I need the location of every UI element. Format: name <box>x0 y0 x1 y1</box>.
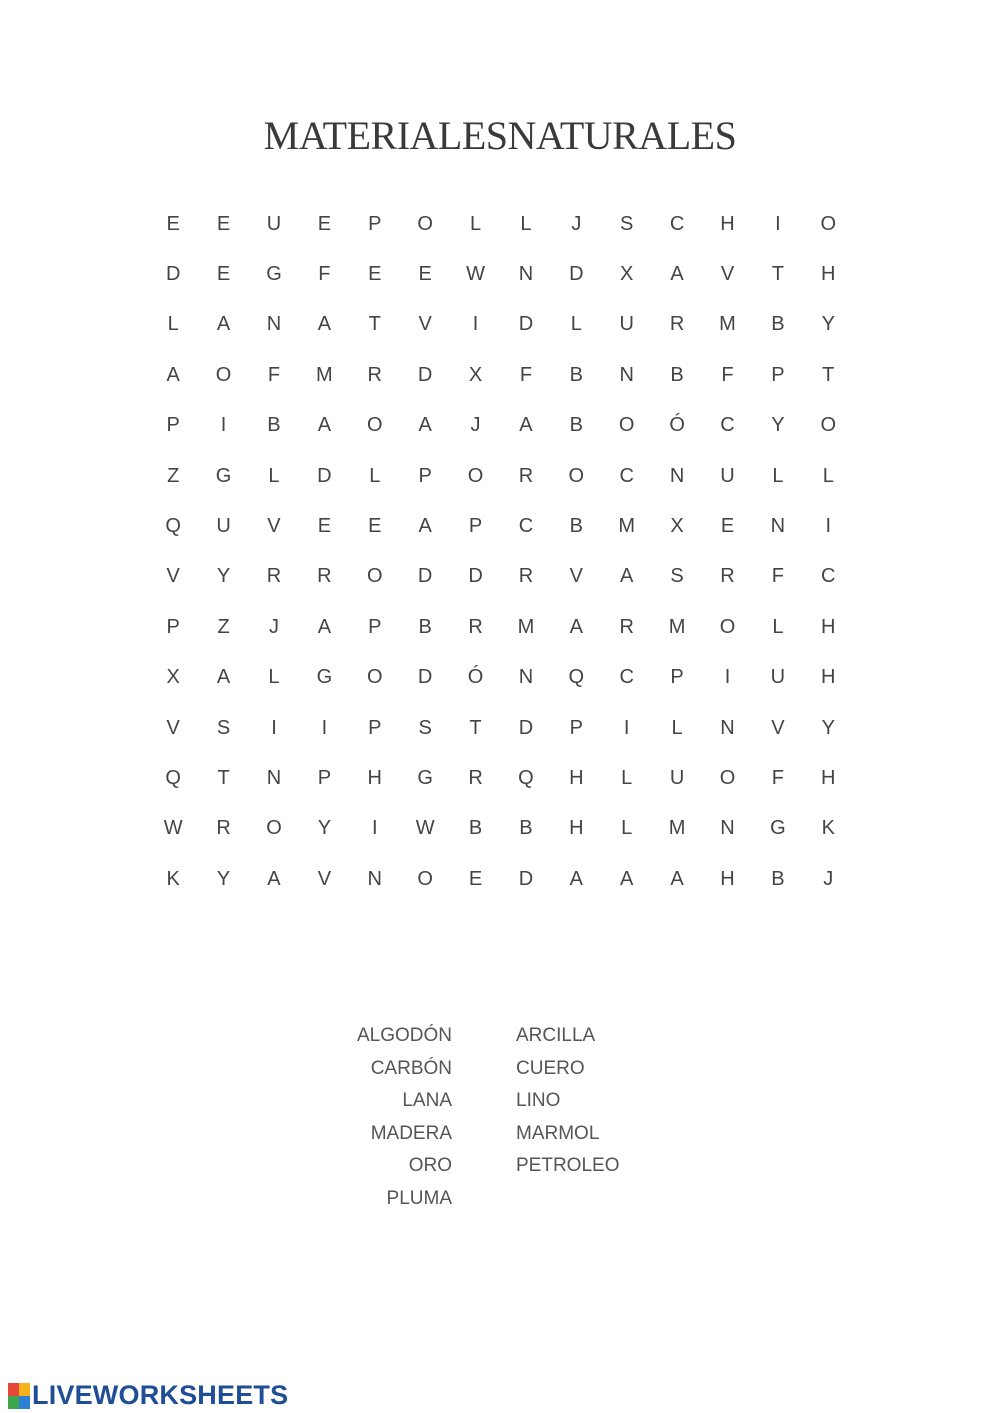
word-list-item: ORO <box>408 1155 452 1177</box>
liveworksheets-logo-icon <box>8 1383 30 1409</box>
grid-cell: A <box>569 615 583 638</box>
grid-cell: G <box>266 263 282 286</box>
grid-cell: U <box>619 313 634 336</box>
grid-cell: I <box>825 515 832 538</box>
grid-cell: F <box>771 565 784 588</box>
grid-cell: D <box>417 363 433 386</box>
grid-cell: G <box>215 464 232 487</box>
grid-cell: M <box>719 313 736 336</box>
grid-cell: B <box>771 867 785 890</box>
grid-cell: Y <box>317 817 332 840</box>
grid-cell: P <box>368 212 382 235</box>
grid-cell: L <box>520 212 532 235</box>
grid-cell: I <box>371 817 378 840</box>
word-list-left-column <box>300 1020 452 1216</box>
grid-cell: H <box>569 766 584 789</box>
grid-cell: V <box>569 565 583 588</box>
grid-cell: E <box>418 263 432 286</box>
logo-text: LIVEWORKSHEETS <box>32 1380 289 1410</box>
grid-cell: U <box>216 515 231 538</box>
grid-cell: D <box>417 666 433 689</box>
grid-cell: N <box>518 666 534 689</box>
grid-cell: P <box>569 716 583 739</box>
grid-cell: A <box>317 414 332 437</box>
grid-cell: R <box>720 565 735 588</box>
word-list-item: MADERA <box>370 1122 452 1144</box>
grid-cell: R <box>619 615 634 638</box>
grid-cell: V <box>771 716 785 739</box>
grid-cell: D <box>417 565 433 588</box>
liveworksheets-logo[interactable] <box>8 1380 288 1411</box>
grid-cell: F <box>771 766 784 789</box>
grid-cell: P <box>771 363 785 386</box>
grid-cell: I <box>472 313 479 336</box>
grid-cell: A <box>620 867 634 890</box>
grid-cell: D <box>518 313 534 336</box>
grid-cell: V <box>166 565 180 588</box>
grid-cell: O <box>215 363 232 386</box>
grid-cell: W <box>163 817 183 840</box>
word-list-item: LINO <box>516 1090 561 1112</box>
grid-cell: R <box>468 615 483 638</box>
grid-cell: A <box>216 313 231 336</box>
word-list-item: CARBÓN <box>370 1057 452 1079</box>
grid-cell: O <box>568 464 585 487</box>
grid-cell: U <box>770 666 786 689</box>
grid-cell: D <box>317 464 332 487</box>
word-list-item: LANA <box>402 1090 452 1112</box>
grid-cell: Q <box>518 766 534 789</box>
grid-cell: G <box>417 766 433 789</box>
grid-cell: N <box>669 464 685 487</box>
grid-cell: R <box>216 817 231 840</box>
grid-cell: Y <box>821 313 835 336</box>
grid-cell: D <box>518 867 534 890</box>
grid-cell: Ó <box>467 666 484 689</box>
grid-cell: C <box>821 565 836 588</box>
grid-cell: M <box>668 615 686 638</box>
grid-cell: O <box>719 766 736 789</box>
grid-cell: B <box>519 817 533 840</box>
grid-cell: H <box>720 212 735 235</box>
grid-cell: Y <box>771 414 785 437</box>
word-list-item: ARCILLA <box>516 1025 596 1046</box>
grid-cell: E <box>368 515 382 538</box>
grid-cell: L <box>621 766 633 789</box>
grid-cell: F <box>519 363 533 386</box>
grid-cell: J <box>470 414 481 437</box>
grid-cell: M <box>618 515 636 538</box>
grid-cell: V <box>418 313 432 336</box>
grid-cell: S <box>670 565 684 588</box>
word-list-item: CUERO <box>516 1057 585 1079</box>
grid-cell: J <box>268 615 279 638</box>
word-list-item: PLUMA <box>386 1187 452 1209</box>
grid-cell: R <box>518 464 534 487</box>
grid-cell: O <box>417 212 433 235</box>
grid-cell: A <box>317 615 332 638</box>
grid-cell: H <box>569 817 584 840</box>
grid-cell: H <box>821 263 836 286</box>
grid-cell: T <box>217 766 230 789</box>
grid-cell: P <box>368 615 382 638</box>
grid-cell: Y <box>821 716 835 739</box>
grid-cell: P <box>468 515 483 538</box>
grid-cell: A <box>216 666 231 689</box>
grid-cell: T <box>822 363 835 386</box>
grid-cell: N <box>720 817 735 840</box>
grid-cell: A <box>267 867 281 890</box>
grid-cell: I <box>623 716 630 739</box>
grid-cell: A <box>670 263 684 286</box>
grid-cell: L <box>268 666 280 689</box>
grid-cell: L <box>369 464 381 487</box>
grid-cell: A <box>166 363 180 386</box>
grid-cell: B <box>569 414 583 437</box>
grid-cell: O <box>820 414 837 437</box>
grid-cell: O <box>417 867 433 890</box>
grid-cell: H <box>720 867 735 890</box>
grid-cell: T <box>469 716 482 739</box>
grid-cell: L <box>570 313 582 336</box>
word-list-item: MARMOL <box>516 1122 600 1144</box>
grid-cell: B <box>468 817 483 840</box>
grid-cell: A <box>620 565 634 588</box>
grid-cell: N <box>518 263 534 286</box>
grid-cell: Ó <box>669 414 685 437</box>
grid-cell: D <box>569 263 584 286</box>
grid-cell: A <box>670 867 684 890</box>
grid-cell: T <box>368 313 381 336</box>
grid-cell: C <box>619 464 634 487</box>
grid-cell: A <box>569 867 583 890</box>
grid-cell: F <box>267 363 281 386</box>
logo-mark-square <box>19 1383 30 1396</box>
grid-cell: E <box>216 263 231 286</box>
grid-cell: K <box>821 817 835 840</box>
grid-cell: Y <box>216 565 231 588</box>
grid-cell: X <box>620 263 634 286</box>
logo-mark-square <box>8 1383 19 1396</box>
grid-cell: O <box>719 615 736 638</box>
grid-cell: O <box>366 414 383 437</box>
grid-cell: N <box>770 515 786 538</box>
grid-cell: Z <box>217 615 230 638</box>
word-search-grid <box>148 199 853 904</box>
grid-cell: D <box>165 263 181 286</box>
grid-cell: L <box>621 817 633 840</box>
grid-cell: H <box>821 615 836 638</box>
grid-cell: Y <box>216 867 231 890</box>
word-list-item: ALGODÓN <box>356 1025 452 1046</box>
grid-cell: R <box>317 565 332 588</box>
grid-cell: N <box>619 363 634 386</box>
grid-cell: B <box>771 313 785 336</box>
grid-cell: O <box>266 817 282 840</box>
grid-cell: W <box>466 263 485 286</box>
grid-cell: U <box>669 766 685 789</box>
word-list-right-column <box>516 1020 716 1183</box>
grid-cell: G <box>770 817 786 840</box>
grid-cell: P <box>418 464 432 487</box>
grid-cell: M <box>668 817 686 840</box>
grid-cell: L <box>469 212 482 235</box>
grid-cell: V <box>166 716 180 739</box>
grid-cell: E <box>317 212 332 235</box>
logo-mark-square <box>8 1396 19 1409</box>
grid-cell: E <box>368 263 382 286</box>
grid-cell: R <box>669 313 685 336</box>
grid-cell: S <box>620 212 634 235</box>
grid-cell: J <box>823 867 834 890</box>
grid-cell: L <box>167 313 179 336</box>
grid-cell: H <box>821 666 836 689</box>
grid-cell: S <box>418 716 432 739</box>
logo-mark-square <box>19 1396 30 1409</box>
grid-cell: E <box>720 515 735 538</box>
page-title: MATERIALESNATURALES <box>263 113 737 158</box>
grid-cell: B <box>569 363 583 386</box>
grid-cell: O <box>467 464 484 487</box>
grid-cell: I <box>321 716 328 739</box>
grid-cell: A <box>418 515 432 538</box>
grid-cell: N <box>266 766 282 789</box>
grid-cell: K <box>166 867 180 890</box>
grid-cell: L <box>772 464 784 487</box>
grid-cell: P <box>368 716 382 739</box>
grid-cell: Q <box>165 766 181 789</box>
grid-cell: J <box>571 212 582 235</box>
grid-cell: C <box>720 414 735 437</box>
grid-cell: B <box>267 414 281 437</box>
grid-cell: E <box>317 515 332 538</box>
grid-cell: R <box>367 363 382 386</box>
grid-cell: N <box>367 867 382 890</box>
word-list-item: PETROLEO <box>516 1155 620 1177</box>
grid-cell: U <box>266 212 282 235</box>
grid-cell: T <box>771 263 784 286</box>
grid-cell: B <box>670 363 684 386</box>
grid-cell: E <box>468 867 483 890</box>
grid-cell: R <box>266 565 282 588</box>
grid-cell: B <box>569 515 583 538</box>
grid-cell: B <box>418 615 432 638</box>
grid-cell: X <box>670 515 684 538</box>
grid-cell: S <box>216 716 231 739</box>
grid-cell: E <box>166 212 180 235</box>
grid-cell: Z <box>167 464 180 487</box>
grid-cell: A <box>418 414 432 437</box>
grid-cell: C <box>518 515 534 538</box>
grid-cell: M <box>517 615 535 638</box>
grid-cell: E <box>216 212 231 235</box>
grid-cell: Q <box>568 666 585 689</box>
grid-cell: L <box>671 716 683 739</box>
grid-cell: R <box>518 565 534 588</box>
grid-cell: Q <box>165 515 181 538</box>
grid-cell: V <box>267 515 281 538</box>
grid-cell: X <box>166 666 180 689</box>
grid-cell: I <box>775 212 781 235</box>
grid-cell: X <box>468 363 483 386</box>
grid-cell: P <box>670 666 684 689</box>
grid-cell: D <box>518 716 534 739</box>
grid-cell: P <box>317 766 332 789</box>
grid-cell: W <box>415 817 435 840</box>
grid-cell: G <box>316 666 333 689</box>
grid-cell: P <box>166 615 180 638</box>
grid-cell: A <box>519 414 533 437</box>
grid-cell: U <box>720 464 735 487</box>
grid-cell: O <box>618 414 635 437</box>
grid-cell: H <box>367 766 382 789</box>
grid-cell: V <box>317 867 332 890</box>
grid-cell: D <box>468 565 483 588</box>
grid-cell: C <box>619 666 634 689</box>
grid-cell: N <box>720 716 735 739</box>
grid-cell: C <box>669 212 685 235</box>
grid-cell: I <box>271 716 277 739</box>
grid-cell: N <box>266 313 282 336</box>
grid-cell: M <box>316 363 333 386</box>
grid-cell: P <box>166 414 180 437</box>
grid-cell: H <box>821 766 836 789</box>
grid-cell: F <box>721 363 734 386</box>
grid-cell: O <box>366 666 383 689</box>
grid-cell: R <box>468 766 483 789</box>
grid-cell: L <box>822 464 834 487</box>
grid-cell: O <box>820 212 837 235</box>
grid-cell: V <box>720 263 735 286</box>
grid-cell: O <box>366 565 383 588</box>
grid-cell: I <box>724 666 731 689</box>
grid-cell: A <box>317 313 332 336</box>
grid-cell: I <box>220 414 227 437</box>
grid-cell: L <box>772 615 784 638</box>
grid-cell: F <box>318 263 331 286</box>
grid-cell: L <box>268 464 280 487</box>
